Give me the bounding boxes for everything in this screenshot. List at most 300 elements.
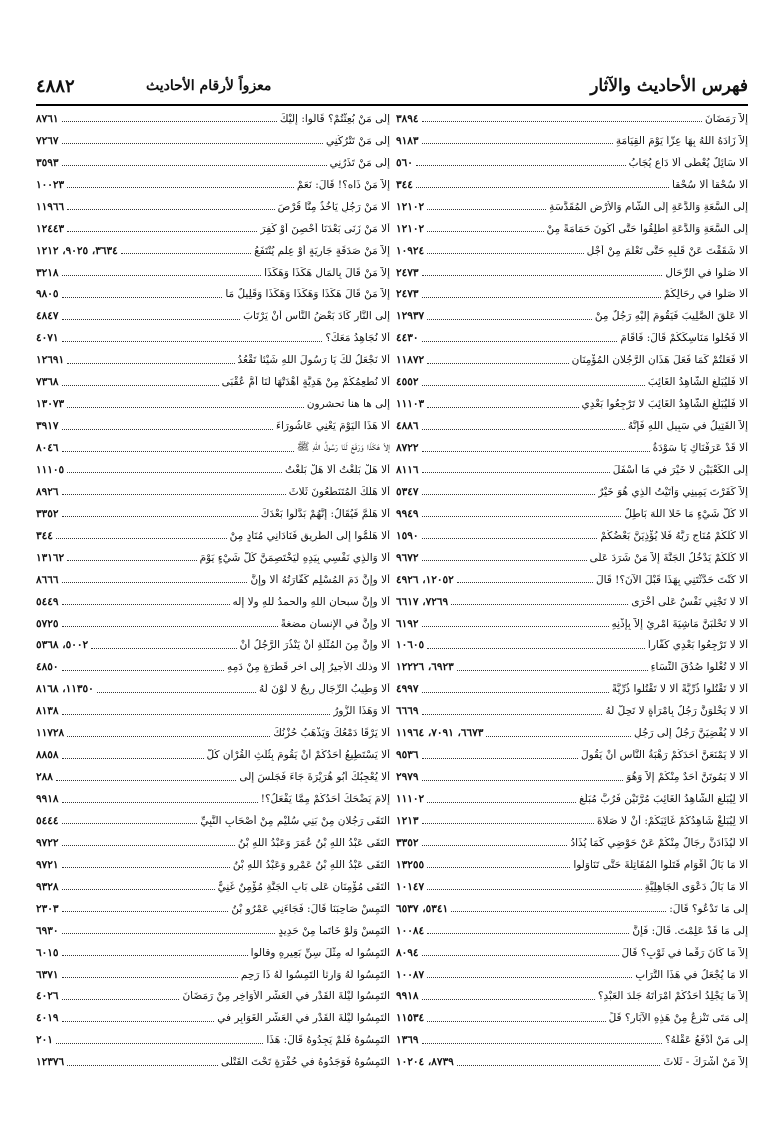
index-entry bbox=[396, 547, 748, 569]
index-entry bbox=[396, 1051, 748, 1073]
entry-reference: ١١١٠٥ bbox=[36, 463, 65, 476]
entry-reference: ٥٤٤٤ bbox=[36, 814, 59, 827]
index-entry bbox=[36, 1029, 390, 1051]
index-entry bbox=[396, 876, 748, 898]
entry-text: ألا قَدْ عَرَفْنَاكِ يَا سَوْدَةُ bbox=[652, 442, 748, 455]
leader-dots bbox=[62, 889, 215, 890]
entry-text: ألا فَحُلُّوا مَنَاسِكَكُمْ قَالَ: فَأقَامَ bbox=[620, 332, 748, 345]
entry-reference: ٧٢٦٧ bbox=[36, 134, 59, 147]
index-entry bbox=[36, 284, 390, 306]
entry-reference: ١٥٩٠ bbox=[396, 529, 419, 542]
index-entry bbox=[396, 722, 748, 744]
entry-reference: ٢٣٠٣ bbox=[36, 902, 59, 915]
leader-dots bbox=[62, 714, 331, 715]
leader-dots bbox=[62, 758, 204, 759]
leader-dots bbox=[56, 780, 236, 781]
index-entry bbox=[36, 481, 390, 503]
entry-reference: ٨٩٢٦ bbox=[36, 485, 59, 498]
running-subtitle: معزواً لأرقام الأحاديث bbox=[146, 78, 272, 94]
index-entry bbox=[36, 810, 390, 832]
leader-dots bbox=[457, 582, 593, 583]
entry-reference: ١٢١٠٢ bbox=[396, 222, 425, 235]
entry-reference: ٢٤٧٣ bbox=[396, 266, 419, 279]
entry-reference: ٨٠٩٤ bbox=[396, 946, 419, 959]
index-entry bbox=[396, 371, 748, 393]
entry-text: ألا وَالَّذِي نَفْسِي بِيَدِهِ لَيَخْتَصِمَنَّ كُلُّ شَيْءٍ يَوْمَ bbox=[199, 551, 390, 564]
entry-text: ألا وإنَّ في الإنسانِ مضغةً bbox=[280, 617, 390, 630]
entry-reference: ١٢٠٥٢، ٤٩٢٦ bbox=[396, 573, 454, 586]
leader-dots bbox=[422, 451, 650, 452]
index-entry bbox=[396, 986, 748, 1008]
entry-reference: ٩٩١٨ bbox=[396, 990, 419, 1003]
entry-reference: ٥٣٤١، ٦٥٣٧ bbox=[396, 902, 449, 915]
entry-reference: ٨١١٦ bbox=[396, 463, 419, 476]
leader-dots bbox=[97, 692, 256, 693]
entry-text: ألا لا يُفْضِيَنَّ رَجُلٌ إلَى رَجُلٍ bbox=[634, 727, 748, 740]
index-entry bbox=[396, 481, 748, 503]
entry-reference: ٩٩١٨ bbox=[36, 793, 59, 806]
index-entry bbox=[36, 327, 390, 349]
leader-dots bbox=[422, 143, 613, 144]
index-entry bbox=[396, 744, 748, 766]
leader-dots bbox=[62, 143, 323, 144]
entry-text: التَقَى مُؤْمِنَانِ عَلَى بَابِ الجَنَّةِ مُؤْمِنٌ غَنِيٌّ bbox=[217, 880, 390, 893]
entry-text: ألا لَيُذَادَنَّ رِجَالٌ مِنْكُمْ عَنْ حَوْضِي كَمَا يُذَادُ bbox=[570, 836, 748, 849]
entry-reference: ١٢٤٤٣ bbox=[36, 222, 65, 235]
index-entry bbox=[36, 678, 390, 700]
index-entry bbox=[36, 876, 390, 898]
index-entry bbox=[396, 810, 748, 832]
index-entry bbox=[36, 942, 390, 964]
index-entry bbox=[396, 327, 748, 349]
index-entry bbox=[36, 547, 390, 569]
entry-text: إلاّ مَنْ صَدَقَةٍ جَارِيَةٍ أوْ عِلْمٍ يُنْتَفَعُ bbox=[254, 244, 390, 257]
entry-reference: ٦٣٧١ bbox=[36, 968, 59, 981]
entry-reference: ١١٩٦٦ bbox=[36, 200, 65, 213]
entry-reference: ١٠٦٠٥ bbox=[396, 639, 425, 652]
leader-dots bbox=[62, 823, 198, 824]
leader-dots bbox=[451, 604, 628, 605]
entry-reference: ٩٣٢٨ bbox=[36, 880, 59, 893]
index-entry bbox=[36, 262, 390, 284]
leader-dots bbox=[67, 209, 274, 210]
leader-dots bbox=[427, 867, 570, 868]
leader-dots bbox=[121, 253, 251, 254]
entry-text: ألا لا تَرْجِعُوا بَعْدِي كُفَّاراً bbox=[647, 639, 748, 652]
entry-text: ألا نَجْعَلُ لَكَ يَا رَسُولَ اللهِ شَيْئاً تَقْعُدُ bbox=[237, 354, 390, 367]
entry-text: إلاّ القَتِيلُ في سَبِيلِ اللهِ فَإِنَّهُ bbox=[627, 420, 748, 433]
leader-dots bbox=[422, 538, 598, 539]
leader-dots bbox=[62, 429, 273, 430]
entry-reference: ٢٩٧٩ bbox=[396, 771, 419, 784]
leader-dots bbox=[62, 121, 277, 122]
entry-reference: ٨٠٤٦ bbox=[36, 442, 59, 455]
entry-reference: ٤٨٤٧ bbox=[36, 310, 59, 323]
entry-reference: ٧٣٦٨ bbox=[36, 376, 59, 389]
entry-text: إلاّ رَمَضَانَ bbox=[705, 112, 748, 125]
index-entry bbox=[396, 174, 748, 196]
entry-reference: ٤٠٧١ bbox=[36, 332, 59, 345]
leader-dots bbox=[422, 297, 661, 298]
entry-reference: ٣٢١٨ bbox=[36, 266, 59, 279]
index-entry bbox=[36, 415, 390, 437]
entry-reference: ٢٨٨ bbox=[36, 771, 53, 784]
entry-reference: ٩٨٠٥ bbox=[36, 288, 59, 301]
leader-dots bbox=[62, 626, 278, 627]
entry-text: ألا نُجَاهِدُ مَعَكَ؟ bbox=[325, 332, 390, 345]
leader-dots bbox=[427, 319, 592, 320]
index-entry bbox=[396, 415, 748, 437]
leader-dots bbox=[62, 516, 258, 517]
leader-dots bbox=[427, 802, 576, 803]
leader-dots bbox=[416, 165, 626, 166]
entry-reference: ٣٨٩٤ bbox=[396, 112, 419, 125]
entry-reference: ٦٦٧٣، ٧٠٩١، ١١٩٦٤ bbox=[396, 727, 484, 740]
leader-dots bbox=[422, 999, 595, 1000]
leader-dots bbox=[62, 275, 262, 276]
entry-reference: ١٠٩٢٤ bbox=[396, 244, 425, 257]
entry-reference: ٨٧٣٩، ١٠٢٠٤ bbox=[396, 1056, 454, 1069]
entry-reference: ١١١٠٢ bbox=[396, 793, 425, 806]
index-entry bbox=[36, 305, 390, 327]
index-entry bbox=[36, 700, 390, 722]
index-entry bbox=[36, 898, 390, 920]
entry-text: ألا مَا بَالُ دَعْوَى الجَاهِلِيَّةِ bbox=[644, 880, 748, 893]
index-entry bbox=[396, 240, 748, 262]
entry-text: ألا هَذَا اليَوْمَ يَعْنِي عَاشُورَاءَ bbox=[276, 420, 390, 433]
leader-dots bbox=[62, 670, 224, 671]
index-entry bbox=[36, 569, 390, 591]
entry-reference: ٦٦٦٩ bbox=[396, 705, 419, 718]
entry-reference: ٨٧٦١ bbox=[36, 112, 59, 125]
index-entry bbox=[396, 130, 748, 152]
entry-reference: ٤٨٥٠ bbox=[36, 661, 59, 674]
entry-reference: ١٢٣٧٦ bbox=[36, 1056, 65, 1069]
leader-dots bbox=[67, 407, 304, 408]
entry-text: إلاّ كَفَرْتَ يَمِينِي وَأَتَيْتُ الَّذِي هُوَ خَيْرٌ bbox=[598, 485, 748, 498]
leader-dots bbox=[62, 845, 235, 846]
page-header bbox=[36, 72, 748, 106]
entry-text: إلاّ زَادَهُ اللهُ بِهَا عِزّاً يَوْمَ القِيَامَةِ bbox=[615, 134, 748, 147]
index-entry bbox=[396, 635, 748, 657]
leader-dots bbox=[422, 560, 587, 561]
leader-dots bbox=[422, 955, 619, 956]
leader-dots bbox=[486, 736, 631, 737]
entry-reference: ٧٢٦٩، ٦٦١٧ bbox=[396, 595, 449, 608]
leader-dots bbox=[62, 604, 230, 605]
index-entry bbox=[396, 942, 748, 964]
entry-text: ألا مَنْ رَجُلٍ يَأْخُذُ مِنَّا قُرْصَ bbox=[277, 200, 390, 213]
index-column-left bbox=[36, 108, 390, 1073]
entry-reference: ١٣١٦٢ bbox=[36, 551, 65, 564]
leader-dots bbox=[62, 955, 248, 956]
entry-text: ألا شَقَقْتَ عَنْ قَلْبِهِ حَتَّى تَعْلَمَ مِنْ أجْلِ bbox=[586, 244, 748, 257]
index-entry bbox=[36, 722, 390, 744]
leader-dots bbox=[422, 385, 645, 386]
index-entry bbox=[396, 437, 748, 459]
index-entry bbox=[396, 832, 748, 854]
leader-dots bbox=[62, 999, 180, 1000]
index-entry bbox=[36, 152, 390, 174]
entry-text: ألا وإنَّ سبحان اللهِ والحمدُ للهِ ولا إله bbox=[232, 595, 390, 608]
index-entry bbox=[36, 108, 390, 130]
entry-reference: ٣٤٤ bbox=[36, 529, 53, 542]
leader-dots bbox=[62, 911, 229, 912]
entry-text: ألا فَلْيُبَلِّغِ الشَّاهِدُ الغَائِبَ bbox=[647, 376, 748, 389]
leader-dots bbox=[427, 977, 632, 978]
index-entry bbox=[36, 174, 390, 196]
leader-dots bbox=[62, 1021, 215, 1022]
entry-text: إلى ها هنا تحشرون bbox=[306, 398, 390, 411]
index-entry bbox=[396, 854, 748, 876]
index-entry bbox=[36, 437, 390, 459]
entry-reference: ١٢١٠٢ bbox=[396, 200, 425, 213]
entry-reference: ٢٠١ bbox=[36, 1034, 53, 1047]
entry-text: ألا وإنَّ مِنَ المُثْلَةِ أنْ يَنْذُرَ الرَّجُلُ أنْ bbox=[239, 639, 390, 652]
index-entry bbox=[36, 371, 390, 393]
index-entry bbox=[396, 613, 748, 635]
entry-text: ألا يُعْجِبُكَ أبُو هُرَيْرَةَ جَاءَ فَجَلَسَ إلَى bbox=[239, 771, 390, 784]
leader-dots bbox=[427, 648, 645, 649]
entry-reference: ٥٤٤٩ bbox=[36, 595, 59, 608]
index-entry bbox=[396, 218, 748, 240]
entry-text: التَمِسُوهُ فَوَجَدُوهُ في حُفْرَةٍ تَحْتَ القَتْلَى bbox=[220, 1056, 390, 1069]
leader-dots bbox=[422, 692, 609, 693]
entry-reference: ٤٨٨٦ bbox=[396, 420, 419, 433]
index-entry bbox=[36, 1007, 390, 1029]
entry-reference: ١١٥٣٤ bbox=[396, 1012, 425, 1025]
entry-reference: ١٣٠٧٣ bbox=[36, 398, 65, 411]
entry-text: ألا هَلْ بَلَّغْتُ ألا هَلْ بَلَّغْتُ bbox=[284, 463, 390, 476]
leader-dots bbox=[67, 363, 234, 364]
entry-reference: ١٢٩٣٧ bbox=[396, 310, 425, 323]
entry-reference: ١٣٦٩ bbox=[396, 1034, 419, 1047]
entry-reference: ٦١٩٢ bbox=[396, 617, 419, 630]
leader-dots bbox=[62, 933, 276, 934]
index-entry bbox=[36, 525, 390, 547]
entry-text: التَمِسْ وَلَوْ خَاتَماً مِنْ حَدِيدٍ bbox=[278, 924, 390, 937]
index-entry bbox=[36, 591, 390, 613]
leader-dots bbox=[62, 385, 219, 386]
index-entry bbox=[396, 591, 748, 613]
index-entry bbox=[36, 766, 390, 788]
entry-reference: ٤٩٩٧ bbox=[396, 683, 419, 696]
entry-reference: ١٠٠٨٤ bbox=[396, 924, 425, 937]
index-entry bbox=[396, 569, 748, 591]
entry-text: إلاّ مَنْ ذَاه؟! قَالَ: نَعَمْ bbox=[296, 178, 390, 191]
entry-text: إلاّ مَنْ أشْرَكَ - ثَلاثَ bbox=[663, 1056, 748, 1069]
leader-dots bbox=[427, 209, 546, 210]
entry-text: ألا كُنْتَ حَدَّثْتَنِي بِهَذَا قَبْلَ الآنَ؟! قَالَ bbox=[595, 573, 748, 586]
leader-dots bbox=[67, 231, 257, 232]
index-entry bbox=[36, 218, 390, 240]
leader-dots bbox=[62, 867, 230, 868]
entry-text: إلامَ يَضْحَكُ أحَدُكُمْ مِمَّا يَفْعَلُ؟! bbox=[260, 793, 390, 806]
index-entry bbox=[396, 503, 748, 525]
leader-dots bbox=[56, 538, 227, 539]
entry-text: إلاّ مَنْ قَالَ هَكَذَا وَهَكَذَا وَهَكَذَا وَقَلِيلٌ مَا bbox=[225, 288, 390, 301]
leader-dots bbox=[422, 121, 702, 122]
entry-reference: ١٢٦٩١ bbox=[36, 354, 65, 367]
index-entry bbox=[396, 766, 748, 788]
entry-text: ألا لا تُغْلُوا صُدُقَ النِّسَاءِ bbox=[650, 661, 748, 674]
entry-text: ألا صَلُّوا في الرِّحَالِ bbox=[665, 266, 748, 279]
leader-dots bbox=[427, 363, 568, 364]
index-entry bbox=[36, 459, 390, 481]
leader-dots bbox=[457, 1065, 661, 1066]
entry-reference: ٨٨٥٨ bbox=[36, 749, 59, 762]
leader-dots bbox=[427, 253, 583, 254]
index-entry bbox=[36, 635, 390, 657]
entry-text: التَقَى رَجُلانِ مِنْ بَنِي سُلَيْمٍ مِنْ أصْحَابِ النَّبِيِّ bbox=[200, 814, 390, 827]
entry-text: ألا وَطِيبُ الرِّجَالِ رِيحٌ لا لَوْنَ لَهُ bbox=[259, 683, 390, 696]
leader-dots bbox=[422, 341, 618, 342]
index-entry bbox=[36, 656, 390, 678]
entry-reference: ٤٠١٩ bbox=[36, 1012, 59, 1025]
leader-dots bbox=[422, 823, 594, 824]
leader-dots bbox=[67, 736, 270, 737]
leader-dots bbox=[62, 451, 294, 452]
index-column-right bbox=[396, 108, 748, 1073]
entry-reference: ٢٤٧٣ bbox=[396, 288, 419, 301]
entry-text: ألا هَلَكَ المُتَنَطِّعُونَ ثَلاثَ bbox=[288, 485, 390, 498]
entry-text: ألا كُلُّ شَيْءٍ مَا خَلا اللهَ بَاطِلٌ bbox=[624, 507, 748, 520]
running-title: فهرس الأحاديث والآثار bbox=[590, 76, 748, 96]
entry-text: إلاّ هَكَذَا وَرَفَعَ لَنَا رَسُولُ اللهِ ﷺ bbox=[296, 440, 390, 453]
entry-reference: ١١٣٥٠، ٨١٦٨ bbox=[36, 683, 94, 696]
index-entry bbox=[36, 240, 390, 262]
entry-text: ألا كُلُّكُمْ مُنَاجٍ رَبَّهُ فَلا يُؤْذِيَنَّ بَعْضُكُمْ bbox=[600, 529, 748, 542]
index-entry bbox=[396, 1029, 748, 1051]
leader-dots bbox=[67, 1065, 218, 1066]
entry-text: إلَى مَتَى تَنْزِعُ مِنْ هَذِهِ الآبَارِ؟ قَلِّ bbox=[608, 1012, 748, 1025]
index-entry bbox=[36, 196, 390, 218]
index-entry bbox=[396, 920, 748, 942]
index-entry bbox=[396, 152, 748, 174]
entry-reference: ٩٥٣٦ bbox=[396, 749, 419, 762]
entry-text: ألا مَا يُجْعَلُ في هَذَا التُّرَابِ bbox=[635, 968, 748, 981]
entry-text: ألا مَنْ زَنَى بَعْدَنَا أحْصِنَ أوْ كُفِرَ bbox=[260, 222, 390, 235]
leader-dots bbox=[457, 670, 648, 671]
entry-text: ألا فَعَلْتُمْ كَمَا فَعَلَ هَذَانِ الرَّجُلانِ المُؤْمِنَانِ bbox=[571, 354, 748, 367]
index-entry bbox=[396, 284, 748, 306]
index-entry bbox=[396, 196, 748, 218]
entry-text: ألا وَهَذَا الزُّورُ bbox=[333, 705, 390, 718]
entry-text: إلَى السَّعَةِ وَالدَّعَةِ أَطْلِقُوا حَتَّى أكُونَ حَمَامَةً مِنْ bbox=[546, 222, 748, 235]
entry-text: إلَى مَا تَدْعُو؟ قَالَ: bbox=[669, 902, 748, 915]
leader-dots bbox=[62, 341, 323, 342]
entry-text: ألا كُلُّكُمْ يَدْخُلُ الجَنَّةَ إلاّ مَنْ شَرَدَ عَلَى bbox=[589, 551, 748, 564]
entry-reference: ٨١٣٨ bbox=[36, 705, 59, 718]
entry-text: التَمِسُوا لَيْلَةَ القَدْرِ في العَشْرِ الغَوَابِرِ في bbox=[217, 1012, 390, 1025]
entry-text: التَمِسُوهُ فَلَمْ يَجِدُوهُ قَالَ: هَذَا bbox=[266, 1034, 390, 1047]
entry-reference: ٣٣٥٢ bbox=[36, 507, 59, 520]
index-entry bbox=[396, 898, 748, 920]
entry-text: التَقَى عَبْدُ اللهِ بْنُ عَمْرٍو وَعَبْدُ اللهِ بْنُ bbox=[232, 858, 390, 871]
entry-text: ألا هَلُمُّوا إلَى الطَّرِيقِ فَنَادَانِي مُنَادٍ مِنْ bbox=[229, 529, 390, 542]
entry-text: إلَى السَّعَةِ وَالدَّعَةِ إلَى الشَّامِ وَالأرْضِ المُقَدَّسَةِ bbox=[549, 200, 748, 213]
entry-reference: ٥٧٢٥ bbox=[36, 617, 59, 630]
entry-reference: ١٠٠٢٣ bbox=[36, 178, 65, 191]
leader-dots bbox=[62, 297, 223, 298]
index-entry bbox=[396, 678, 748, 700]
entry-text: ألا لا تَقْتُلُوا ذُرِّيَّةً ألا لا تَقْتُلُوا ذُرِّيَّةً bbox=[611, 683, 748, 696]
entry-text: ألا هَلُمَّ فَيُقَالُ: إنَّهُمْ بَدَّلُوا بَعْدَكَ bbox=[260, 507, 390, 520]
index-entry bbox=[396, 964, 748, 986]
entry-reference: ١١١٠٣ bbox=[396, 398, 425, 411]
entry-reference: ٨٧٢٢ bbox=[396, 442, 419, 455]
index-entry bbox=[36, 744, 390, 766]
entry-text: إلاّ مَنْ قَالَ بِالمَالِ هَكَذَا وَهَكَذَا bbox=[264, 266, 390, 279]
entry-text: ألا لِيُبَلِّغْ شَاهِدُكُمْ غَائِبَكُمْ: أنْ لا صَلاةَ bbox=[597, 814, 748, 827]
entry-reference: ١٢١٣ bbox=[396, 814, 419, 827]
leader-dots bbox=[422, 780, 624, 781]
index-entry bbox=[36, 832, 390, 854]
leader-dots bbox=[427, 231, 543, 232]
index-entry bbox=[396, 459, 748, 481]
index-entry bbox=[36, 986, 390, 1008]
entry-text: ألا يَسْتَطِيعُ أحَدُكُمْ أنْ يَقُومَ بِثُلُثِ القُرْآنِ كُلَّ bbox=[206, 749, 390, 762]
leader-dots bbox=[56, 1043, 263, 1044]
index-entry bbox=[396, 262, 748, 284]
entry-text: التَمِسُوا له مِثْلَ سِنِّ بَعِيرِهِ وقالوا bbox=[250, 946, 390, 959]
leader-dots bbox=[451, 911, 666, 912]
entry-text: ألا عَلَّقَ الصَّلِيبَ فَيَقُومَ إلَيْهِ رَجُلٌ مِنْ bbox=[594, 310, 748, 323]
leader-dots bbox=[416, 187, 669, 188]
index-entry bbox=[396, 108, 748, 130]
index-entry bbox=[396, 700, 748, 722]
entry-reference: ١٠١٤٧ bbox=[396, 880, 425, 893]
entry-reference: ٤٠٢٦ bbox=[36, 990, 59, 1003]
entry-text: ألا لا تَجْنِي نَفْسٌ عَلَى أُخْرَى bbox=[631, 595, 748, 608]
page-number: ٤٨٨٢ bbox=[36, 76, 75, 97]
leader-dots bbox=[427, 933, 629, 934]
leader-dots bbox=[62, 319, 241, 320]
entry-reference: ٣٤٤ bbox=[396, 178, 413, 191]
leader-dots bbox=[62, 165, 327, 166]
index-entry bbox=[36, 393, 390, 415]
entry-reference: ٣٣٥٢ bbox=[396, 836, 419, 849]
leader-dots bbox=[422, 472, 610, 473]
leader-dots bbox=[62, 494, 286, 495]
entry-reference: ١١٧٢٨ bbox=[36, 727, 65, 740]
leader-dots bbox=[422, 1043, 662, 1044]
entry-reference: ٥٠٠٢، ٥٣٦٨ bbox=[36, 639, 89, 652]
entry-text: ألا نُطْعِمُكُمْ مِنْ هَدِيَّةٍ أهْدَتْهَا لَنَا أُمُّ عُقْبَى bbox=[221, 376, 390, 389]
leader-dots bbox=[422, 429, 625, 430]
leader-dots bbox=[62, 977, 238, 978]
index-entry bbox=[36, 349, 390, 371]
entry-reference: ١٣٢٥٥ bbox=[396, 858, 425, 871]
leader-dots bbox=[422, 845, 568, 846]
entry-reference: ١١٨٧٢ bbox=[396, 354, 425, 367]
entry-text: ألا لا يَمُوتَنَّ أحَدٌ مِنْكُمْ إلاّ وَهُوَ bbox=[626, 771, 748, 784]
entry-reference: ٨٦٦٦ bbox=[36, 573, 59, 586]
entry-text: ألا يَرْقَأُ دَمْعُكَ وَيَذْهَبُ حُزْنُكَ bbox=[273, 727, 390, 740]
index-entry bbox=[396, 305, 748, 327]
entry-text: ألا وذلك الأجيرُ إلى آخرِ قَطْرَةٍ مِنْ دَمِهِ bbox=[227, 661, 390, 674]
entry-text: ألا لِيُبَلِّغِ الشَّاهِدُ الغَائِبَ مُرَّتَيْنِ فَرُبَّ مُبَلَّغٍ bbox=[579, 793, 748, 806]
entry-reference: ٦٩٣٠ bbox=[36, 924, 59, 937]
entry-text: التَمِسُوا لَهُ وَارِثاً التَمِسُوا لَهُ ذَا رَحِمٍ bbox=[240, 968, 390, 981]
entry-reference: ٩٩٤٩ bbox=[396, 507, 419, 520]
entry-reference: ٩١٨٣ bbox=[396, 134, 419, 147]
index-entry bbox=[36, 788, 390, 810]
entry-text: ألا وإنَّ دَمَ المُسْلِمِ كَفَّارَتُهُ ألا وإنَّ bbox=[250, 573, 390, 586]
entry-text: إلَى مَا قَدْ عَلِمْتَ. قَالَ: فَإِنَّ bbox=[632, 924, 748, 937]
entry-text: ألا مَا بَالُ أقْوَامٍ قَتَلُوا المُقَاتِلَةَ حَتَّى تَنَاوَلُوا bbox=[573, 858, 748, 871]
entry-text: إلَى النَّارِ كَادَ بَعْضُ النَّاسِ أنْ يَرْتَابَ bbox=[243, 310, 390, 323]
